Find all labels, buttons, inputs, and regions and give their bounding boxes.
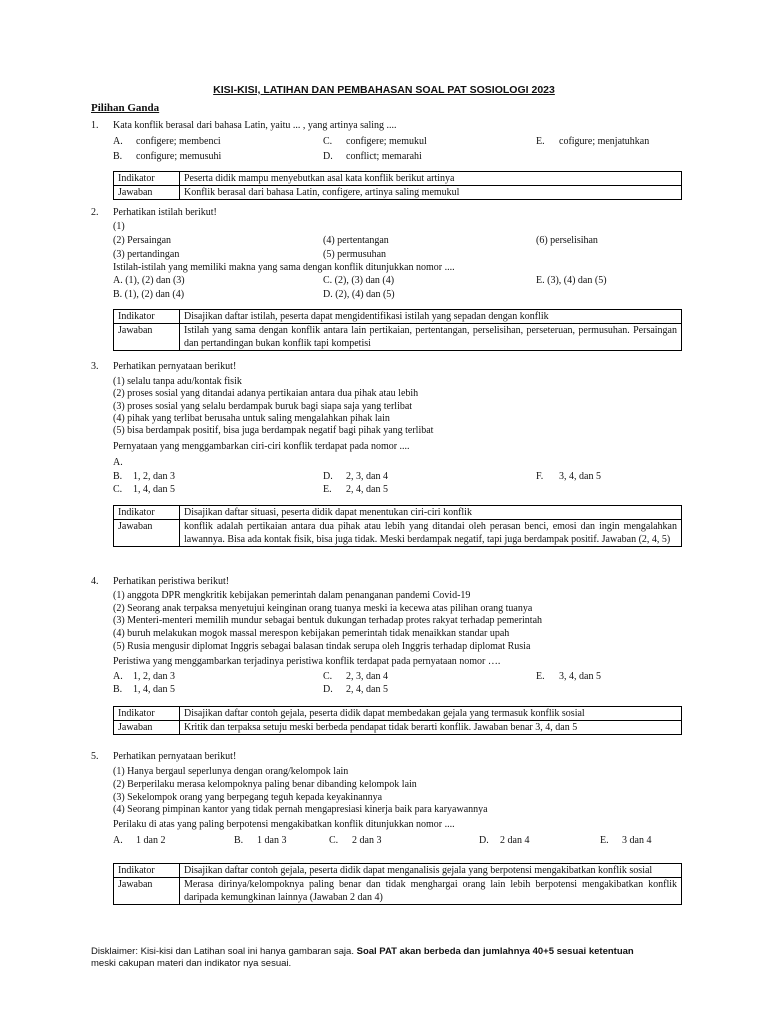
table-row (114, 186, 682, 200)
q5-info-table (113, 863, 682, 905)
q2-option-e[interactable]: E. (3), (4) dan (5) (536, 275, 607, 286)
q3-item: (4) pihak yang terlibat berusaha untuk saling mengalahkan pihak lain (113, 413, 390, 424)
q3-option-e-text[interactable]: 2, 4, dan 5 (346, 484, 388, 495)
q3-option-b-letter[interactable]: B. (113, 471, 123, 482)
q5-option-d-letter[interactable]: D. (479, 835, 489, 846)
q4-option-a-text[interactable]: 1, 2, dan 3 (133, 671, 175, 682)
q4-option-b-text[interactable]: 1, 4, dan 5 (133, 684, 175, 695)
table-row (114, 864, 682, 878)
q2-option-d[interactable]: D. (2), (4) dan (5) (323, 289, 395, 300)
q4-number: 4. (91, 576, 99, 587)
q3-question: Pernyataan yang menggambarkan ciri-ciri konflik terdapat pada nomor .... (113, 441, 410, 452)
q1-number: 1. (91, 120, 99, 131)
disclaimer-text-line2: meski cakupan materi dan indikator nya sesuai. (91, 958, 292, 969)
indicator-text: Disajikan daftar situasi, peserta didik dapat menentukan ciri-ciri konflik (180, 506, 682, 520)
answer-label: Jawaban (114, 721, 180, 735)
q2-option-a[interactable]: A. (1), (2) dan (3) (113, 275, 185, 286)
q3-item: (5) bisa berdampak positif, bisa juga berdampak negatif bagi pihak yang terlibat (113, 425, 434, 436)
q1-info-table (113, 171, 682, 200)
q3-option-a-letter[interactable]: A. (113, 457, 123, 468)
q3-option-c-text[interactable]: 1, 4, dan 5 (133, 484, 175, 495)
q5-option-a-text[interactable]: 1 dan 2 (136, 835, 166, 846)
q4-item: (4) buruh melakukan mogok massal merespon kebijakan pemerintah tidak menaikkan standar upah (113, 628, 510, 639)
disclaimer (91, 946, 691, 970)
q5-number: 5. (91, 751, 99, 762)
q5-option-d-text[interactable]: 2 dan 4 (500, 835, 530, 846)
q4-item: (1) anggota DPR mengkritik kebijakan pemerintah dalam penanganan pandemi Covid-19 (113, 590, 471, 601)
answer-label: Jawaban (114, 324, 180, 351)
q1-option-e-text[interactable]: cofigure; menjatuhkan (559, 136, 650, 147)
q1-option-b-text[interactable]: configure; memusuhi (136, 151, 222, 162)
q3-option-f-text[interactable]: 3, 4, dan 5 (559, 471, 601, 482)
table-row (114, 520, 682, 547)
q3-option-e-letter[interactable]: E. (323, 484, 332, 495)
q5-option-b-text[interactable]: 1 dan 3 (257, 835, 287, 846)
indicator-text: Disajikan daftar contoh gejala, peserta didik dapat membedakan gejala yang termasuk konflik sosial (180, 707, 682, 721)
section-heading: Pilihan Ganda (91, 102, 160, 114)
q3-item: (1) selalu tanpa adu/kontak fisik (113, 376, 242, 387)
q1-option-d-letter[interactable]: D. (323, 151, 333, 162)
q5-stem: Perhatikan pernyataan berikut! (113, 751, 237, 762)
q3-item: (2) proses sosial yang ditandai adanya pertikaian antara dua pihak atau lebih (113, 388, 419, 399)
q1-option-c-text[interactable]: configere; memukul (346, 136, 427, 147)
q3-option-b-text[interactable]: 1, 2, dan 3 (133, 471, 175, 482)
answer-text: Konflik berasal dari bahasa Latin, configere, artinya saling memukul (180, 186, 682, 200)
answer-label: Jawaban (114, 878, 180, 905)
indicator-text: Peserta didik mampu menyebutkan asal kata konflik berikut artinya (180, 172, 682, 186)
q1-option-a-text[interactable]: configere; membenci (136, 136, 221, 147)
q5-option-e-text[interactable]: 3 dan 4 (622, 835, 652, 846)
q5-question: Perilaku di atas yang paling berpotensi mengakibatkan konflik ditunjukkan nomor .... (113, 819, 455, 830)
q4-question: Peristiwa yang menggambarkan terjadinya peristiwa konflik terdapat pada pernyataan nomor …. (113, 656, 501, 667)
indicator-label: Indikator (114, 707, 180, 721)
answer-text: Istilah yang sama dengan konflik antara lain pertikaian, pertentangan, perselisihan, perseteruan, permusuhan. Persaingan dan pertandingan bukan konflik tapi kompetisi (180, 324, 682, 351)
indicator-label: Indikator (114, 506, 180, 520)
q2-stem: Perhatikan istilah berikut! (113, 207, 217, 218)
q1-option-a-letter[interactable]: A. (113, 136, 123, 147)
q1-stem: Kata konflik berasal dari bahasa Latin, yaitu ... , yang artinya saling .... (113, 120, 397, 131)
disclaimer-text: Disklaimer: Kisi-kisi dan Latihan soal ini hanya gambaran saja. (91, 946, 357, 957)
q5-option-b-letter[interactable]: B. (234, 835, 244, 846)
q5-option-c-text[interactable]: 2 dan 3 (352, 835, 382, 846)
q4-item: (5) Rusia mengusir diplomat Inggris sebagai balasan tindak serupa oleh Inggris terhadap diplomat Rusia (113, 641, 531, 652)
q4-stem: Perhatikan peristiwa berikut! (113, 576, 230, 587)
q3-stem: Perhatikan pernyataan berikut! (113, 361, 237, 372)
disclaimer-emphasis: Soal PAT akan berbeda dan jumlahnya 40+5 sesuai ketentuan (356, 946, 634, 957)
q5-item: (2) Berperilaku merasa kelompoknya paling benar dibanding kelompok lain (113, 779, 417, 790)
q4-info-table (113, 706, 682, 735)
q4-item: (2) Seorang anak terpaksa menyetujui keinginan orang tuanya meski ia kecewa atas pilihan orang tuanya (113, 603, 533, 614)
q4-item: (3) Menteri-menteri memilih mundur sebagai bentuk dukungan terhadap protes rakyat terhadap pemerintah (113, 615, 543, 626)
indicator-text: Disajikan daftar istilah, peserta dapat mengidentifikasi istilah yang sepadan dengan konflik (180, 310, 682, 324)
table-row (114, 707, 682, 721)
q2-option-c[interactable]: C. (2), (3) dan (4) (323, 275, 395, 286)
answer-text: Merasa dirinya/kelompoknya paling benar dan tidak menghargai orang lain lebih berpotensi mengakibatkan konflik daripada kemungkinan lainnya (Jawaban 2 dan 4) (180, 878, 682, 905)
q3-option-d-letter[interactable]: D. (323, 471, 333, 482)
indicator-label: Indikator (114, 864, 180, 878)
q5-option-a-letter[interactable]: A. (113, 835, 123, 846)
q2-item: (4) pertentangan (323, 235, 389, 246)
q2-item: (1) (113, 221, 125, 232)
q3-info-table (113, 505, 682, 547)
table-row (114, 310, 682, 324)
q2-option-b[interactable]: B. (1), (2) dan (4) (113, 289, 185, 300)
q4-option-d-text[interactable]: 2, 4, dan 5 (346, 684, 388, 695)
q4-option-c-text[interactable]: 2, 3, dan 4 (346, 671, 388, 682)
q2-item: (3) pertandingan (113, 249, 180, 260)
answer-text: konflik adalah pertikaian antara dua pihak atau lebih yang ditandai oleh perasan benci, emosi dan ingin mengalahkan lawannya. Bisa ada kontak fisik, bisa juga tidak. Meski berdampak negatif, tapi juga berdampak positif. Jawaban (2, 4, 5) (180, 520, 682, 547)
indicator-text: Disajikan daftar contoh gejala, peserta didik dapat menganalisis gejala yang berpotensi mengakibatkan konflik sosial (180, 864, 682, 878)
q3-number: 3. (91, 361, 99, 372)
answer-label: Jawaban (114, 186, 180, 200)
table-row (114, 721, 682, 735)
q1-option-e-letter[interactable]: E. (536, 136, 545, 147)
q1-option-d-text[interactable]: conflict; memarahi (346, 151, 422, 162)
table-row (114, 878, 682, 905)
document-title: KISI-KISI, LATIHAN DAN PEMBAHASAN SOAL PAT SOSIOLOGI 2023 (213, 84, 555, 96)
indicator-label: Indikator (114, 310, 180, 324)
table-row (114, 324, 682, 351)
q2-item: (5) permusuhan (323, 249, 387, 260)
q4-option-e-letter[interactable]: E. (536, 671, 545, 682)
q1-option-c-letter[interactable]: C. (323, 136, 333, 147)
q1-option-b-letter[interactable]: B. (113, 151, 123, 162)
q3-option-d-text[interactable]: 2, 3, dan 4 (346, 471, 388, 482)
q2-item: (2) Persaingan (113, 235, 172, 246)
answer-label: Jawaban (114, 520, 180, 547)
q5-item: (1) Hanya bergaul seperlunya dengan orang/kelompok lain (113, 766, 349, 777)
q2-info-table (113, 309, 682, 351)
q5-option-c-letter[interactable]: C. (329, 835, 339, 846)
q2-item: (6) perselisihan (536, 235, 598, 246)
q4-option-e-text[interactable]: 3, 4, dan 5 (559, 671, 601, 682)
q5-option-e-letter[interactable]: E. (600, 835, 609, 846)
q5-item: (3) Sekelompok orang yang berpegang teguh kepada keyakinannya (113, 792, 383, 803)
q4-option-a-letter[interactable]: A. (113, 671, 123, 682)
q4-option-b-letter[interactable]: B. (113, 684, 123, 695)
answer-text: Kritik dan terpaksa setuju meski berbeda pendapat tidak berarti konflik. Jawaban benar 3, 4, dan 5 (180, 721, 682, 735)
q2-question: Istilah-istilah yang memiliki makna yang sama dengan konflik ditunjukkan nomor .... (113, 262, 455, 273)
indicator-label: Indikator (114, 172, 180, 186)
q3-option-f-letter[interactable]: F. (536, 471, 544, 482)
q5-item: (4) Seorang pimpinan kantor yang tidak pernah mengapresiasi kinerja baik para karyawannya (113, 804, 488, 815)
q4-option-d-letter[interactable]: D. (323, 684, 333, 695)
table-row (114, 172, 682, 186)
q3-option-c-letter[interactable]: C. (113, 484, 123, 495)
q4-option-c-letter[interactable]: C. (323, 671, 333, 682)
table-row (114, 506, 682, 520)
q2-number: 2. (91, 207, 99, 218)
q3-item: (3) proses sosial yang selalu berdampak buruk bagi siapa saja yang terlibat (113, 401, 413, 412)
